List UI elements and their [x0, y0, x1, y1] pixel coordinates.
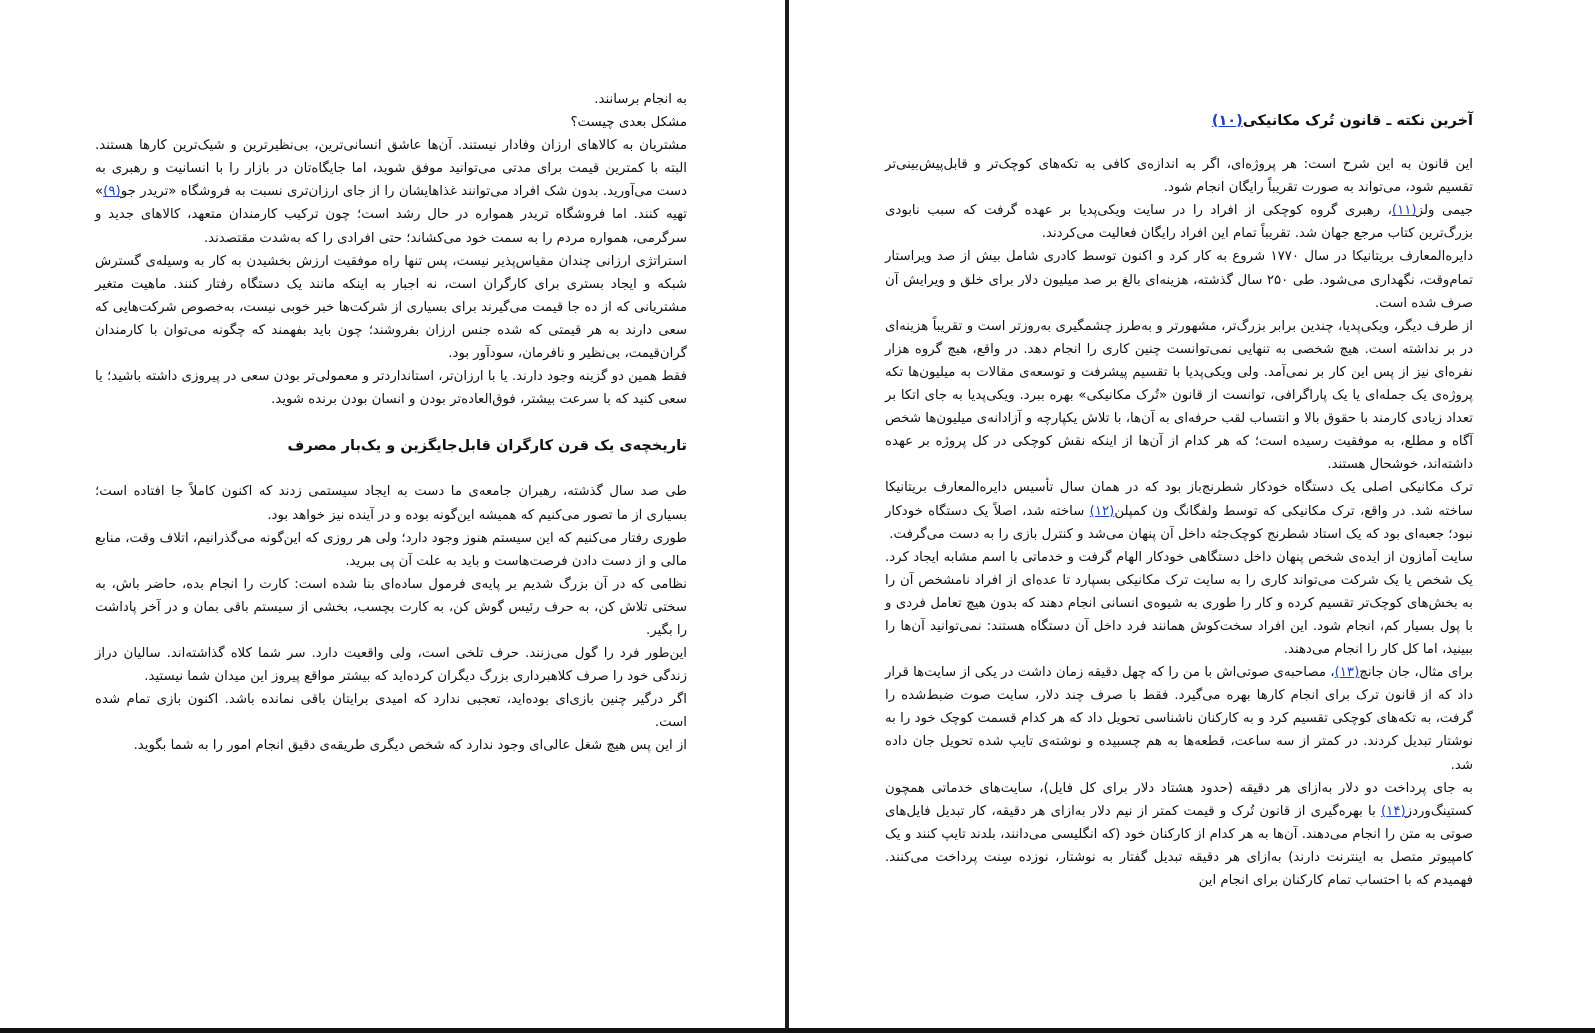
paragraph: مشکل بعدی چیست؟	[570, 115, 687, 131]
paragraph-text: جیمی ولز	[1416, 203, 1473, 219]
paragraph-text: مشتریان به کالاهای ارزان وفادار نیستند. آن‌ها عاشق انسانی‌ترین، بی‌نظیرترین و شیک‌ترین کارها هستند. البته با کمترین قیمت برای مدتی می‌توانید موفق شوید، اما جایگاه‌تان در بازار را با انسانیت و رهبری به دست می‌آورید. بدون شک افراد می‌توانند غذاهایشان را از جای ارزان‌تری نسبت به فروشگاه «تریدر جو	[95, 138, 687, 200]
footnote-link-9[interactable]: (۹)	[103, 184, 121, 200]
paragraph-text: ترک مکانیکی اصلی یک دستگاه خودکار شطرنج‌باز بود که در همان سال تأسیس دایره‌المعارف بریتانیکا ساخته شد. در واقع، ترک مکانیکی که توسط ولفگانگ ون کمپلن	[885, 480, 1473, 519]
paragraph-text: ، مصاحبه‌ی صوتی‌اش با من را که چهل دقیقه زمان داشت در یکی از سایت‌ها قرار داد که از قانون ترک برای انجام کارها بهره می‌گیرد. فقط با صرف چند دلار، سایت صوت ضبط‌شده را گرفت، به تکه‌های کوچکی تقسیم کرد و به کارکنان ناشناسی تحویل داد که هر کدام قسمت کوچک خود را به نوشتار تبدیل کردند. در کمتر از سه ساعت، قطعه‌ها به هم چسبیده و نوشته‌ی تایپ شده تحویل جان داده شد.	[885, 665, 1473, 773]
bottom-border	[0, 1028, 1595, 1033]
paragraph: این قانون به این شرح است: هر پروژه‌ای، اگر به اندازه‌ی کافی به تکه‌های کوچک‌تر و قابل‌پیش‌بینی‌تر تقسیم شود، می‌تواند به صورت تقریباً رایگان انجام شود.	[885, 157, 1473, 196]
right-text-column	[885, 110, 1473, 892]
paragraph	[885, 476, 1473, 545]
heading-text: آخرین نکته ـ قانون تُرک مکانیکی	[1242, 113, 1473, 129]
paragraph: فقط همین دو گزینه وجود دارند. یا با ارزان‌تر، استانداردتر و معمولی‌تر بودن سعی در پیروزی داشته باشید؛ یا سعی کنید که با سرعت بیشتر، فوق‌العاده‌تر بودن و انسان بودن برنده شوید.	[95, 369, 687, 408]
paragraph-text: ، رهبری گروه کوچکی از افراد را در سایت ویکی‌پدیا بر عهده گرفت که سبب نابودی بزرگ‌ترین کتاب مرجع جهان شد. تقریباً تمام این افراد رایگان فعالیت می‌کردند.	[885, 203, 1473, 242]
paragraph-text: ساخته شد، اصلاً یک دستگاه خودکار نبود؛ جعبه‌ای بود که یک استاد شطرنج کوچک‌جثه داخل آن پنهان می‌شد و کنترل بازی را به دست می‌گرفت.	[885, 503, 1473, 542]
paragraph-text: به جای پرداخت دو دلار به‌ازای هر دقیقه (حدود هشتاد دلار برای کل فایل)، سایت‌های خدماتی همچون کستینگ‌وردز	[885, 780, 1473, 819]
paragraph: دایره‌المعارف بریتانیکا در سال ۱۷۷۰ شروع به کار کرد و اکنون توسط کادری شامل بیش از صد ویراستار تمام‌وقت، نگهداری می‌شود. طی ۲۵۰ سال گذشته، هزینه‌ای بالغ بر صد میلیون دلار برای خلق و ویرایش آن صرف شده است.	[885, 249, 1473, 311]
footnote-link-12[interactable]: (۱۲)	[1089, 503, 1115, 519]
section-heading	[885, 110, 1473, 133]
footnote-link-14[interactable]: (۱۴)	[1380, 803, 1406, 819]
footnote-link-10[interactable]: (۱۰)	[1211, 113, 1243, 129]
left-text-column	[95, 88, 687, 758]
paragraph-text: » تهیه کنند. اما فروشگاه تریدر همواره در حال رشد است؛ چون ترکیب کارمندان متعهد، کالاهای جدید و سرگرمی، همواره مردم را به سمت خود می‌کشاند؛ حتی افرادی را که به‌شدت مقتصدند.	[95, 184, 687, 246]
paragraph: نظامی که در آن بزرگ شدیم بر پایه‌ی فرمول ساده‌ای بنا شده است: کارت را انجام بده، حاضر باش، به سختی تلاش کن، به حرف رئیس گوش کن، به کارت بچسب، بخشی از سیستم باقی بمان و در آخر پاداشت را بگیر.	[95, 576, 687, 638]
paragraph	[95, 134, 687, 249]
paragraph-text: با بهره‌گیری از قانون تُرک و قیمت کمتر از نیم دلار به‌ازای هر دقیقه، کار تبدیل فایل‌های صوتی به متن را انجام می‌دهند. آن‌ها به هر کدام از کارکنان خود (که انگلیسی می‌دانند، بلدند تایپ کنند و یک کامپیوتر متصل به اینترنت دارند) به‌ازای هر دقیقه تبدیل گفتار به نوشتار، نوزده سِنت پرداخت می‌کنند. فهمیدم که با احتساب تمام کارکنان برای انجام این	[885, 803, 1473, 888]
paragraph	[885, 199, 1473, 245]
right-page	[791, 0, 1595, 1033]
section-heading: تاریخچه‌ی یک قرن کارگران قابل‌جایگزین و یک‌بار مصرف	[287, 438, 687, 455]
paragraph: طی صد سال گذشته، رهبران جامعه‌ی ما دست به ایجاد سیستمی زدند که اکنون کاملاً جا افتاده است؛ بسیاری از ما تصور می‌کنیم که همیشه این‌گونه بوده و در آینده نیز خواهد بود.	[95, 484, 687, 523]
paragraph: طوری رفتار می‌کنیم که این سیستم هنوز وجود دارد؛ ولی هر روزی که این‌گونه می‌گذرانیم، اتلاف وقت، منابع مالی و از دست دادن فرصت‌هاست و باید به علت آن پی ببرید.	[95, 530, 687, 569]
paragraph: استراتژی ارزانی چندان مقیاس‌پذیر نیست، پس تنها راه موفقیت ارزش بخشیدن به کار به وسیله‌ی گسترش شبکه و ایجاد بستری برای کارگران است، نه اجبار به اینکه مانند یک دستگاه رفتار کنند. ماهیت متغیر مشتریانی که از ده جا قیمت می‌گیرند برای بسیاری از شرکت‌ها خبر خوبی نیست، به‌خصوص شرکت‌هایی که سعی دارند به هر قیمتی که شده جنس ارزان بفروشند؛ چون باید بفهمند که چگونه می‌توان با کارمندان گران‌قیمت، بی‌نظیر و نافرمان، سودآور بود.	[95, 253, 687, 362]
paragraph: سایت آمازون از ایده‌ی شخص پنهان داخل دستگاهی خودکار الهام گرفت و خدماتی با اسم مشابه ایجاد کرد. یک شخص یا یک شرکت می‌تواند کاری را به سایت ترک مکانیکی بسپارد تا عده‌ای از افراد نامشخص آن را به بخش‌های کوچک‌تر تقسیم کرده و کار را طوری به شیوه‌ی انسانی انجام دهند که بدون هیچ تعامل فردی و با پول بسیار کم، انجام شود. این افراد سخت‌کوش همانند فرد داخل آن دستگاه هستند: نمی‌توانید آن‌ها را ببینید، اما کل کار را انجام می‌دهند.	[885, 549, 1473, 658]
paragraph: از این پس هیچ شغل عالی‌ای وجود ندارد که شخص دیگری طریقه‌ی دقیق انجام امور را به شما بگوید.	[133, 738, 687, 754]
paragraph	[885, 661, 1473, 776]
paragraph: اگر درگیر چنین بازی‌ای بوده‌اید، تعجبی ندارد که امیدی برایتان باقی نمانده باشد. اکنون بازی تمام شده است.	[95, 692, 687, 731]
left-page	[0, 0, 787, 1033]
paragraph	[885, 777, 1473, 892]
footnote-link-11[interactable]: (۱۱)	[1391, 203, 1417, 219]
footnote-link-13[interactable]: (۱۳)	[1334, 665, 1360, 681]
paragraph: این‌طور فرد را گول می‌زنند. حرف تلخی است، ولی واقعیت دارد. سر شما کلاه گذاشته‌اند. سالیان دراز زندگی خود را صرف کلاهبرداری بزرگ دیگران کرده‌اید که بیشتر مواقع پیروز این میدان شما نیستید.	[95, 646, 687, 685]
page-divider	[785, 0, 789, 1033]
paragraph: از طرف دیگر، ویکی‌پدیا، چندین برابر بزرگ‌تر، مشهورتر و به‌طرز چشمگیری به‌روزتر است و تقریباً هزینه‌ای در بر نداشته است. هیچ شخصی به تنهایی نمی‌توانست چنین کاری را انجام دهد. در واقع، هیچ گروه هزار نفره‌ای نیز از پس این کار بر نمی‌آمد. ولی ویکی‌پدیا با تقسیم پیشرفت و توسعه‌ی مقالات به میلیون‌ها تکه پروژه‌ی یک جمله‌ای یا یک پاراگرافی، توانست از قانون «تُرک مکانیکی» بهره ببرد. ویکی‌پدیا به جای اتکا بر تعداد زیادی کارمند با حقوق بالا و انتساب لقب حرفه‌ای به آن‌ها، با تلاش یکپارچه و آزادانه‌ی میلیون‌ها شخص آگاه و مطلع، به موفقیت رسیده است؛ که هر کدام از آن‌ها از اینکه نقش کوچکی در کل پروژه بر عهده داشته‌اند، خوشحال هستند.	[885, 318, 1473, 473]
paragraph: به انجام برسانند.	[594, 92, 687, 107]
paragraph-text: برای مثال، جان جانچ	[1359, 665, 1473, 681]
